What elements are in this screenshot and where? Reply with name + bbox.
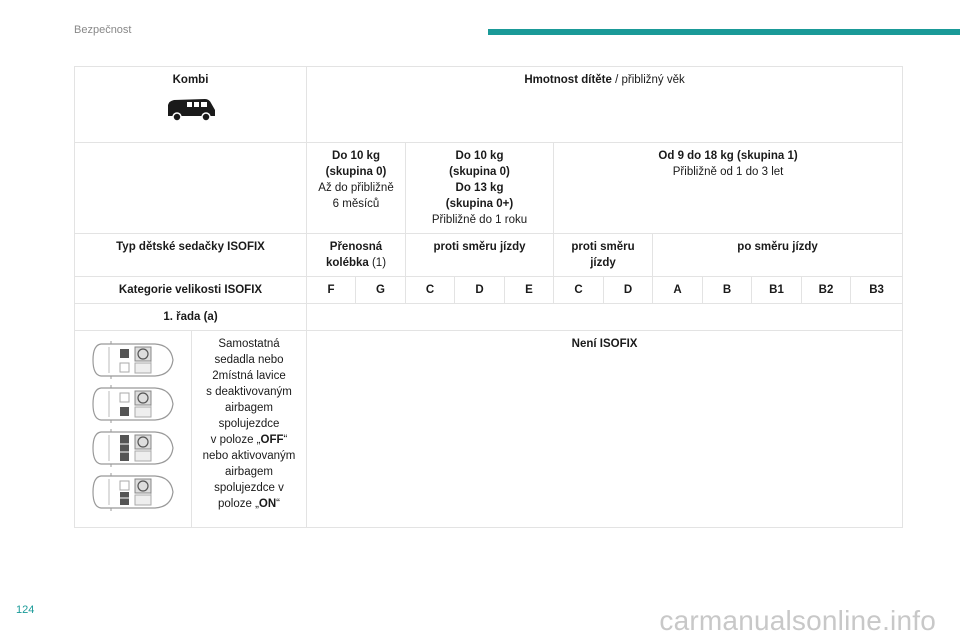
group-1-age: Přibližně od 1 do 3 let [672,166,784,178]
vehicle-label: Kombi [172,74,209,86]
page-number: 124 [16,604,35,616]
airbag-on-label: ON [258,498,277,510]
isofix-table [74,66,903,528]
size-cat-cell: G [356,277,406,304]
group-1-cell [554,143,903,234]
group-1-weight: Od 9 do 18 kg (skupina 1) [658,150,798,162]
header-row-groups [75,143,903,234]
row-label: 1. řada (a) [75,304,307,331]
group-0plus-weight: Do 10 kg (skupina 0) Do 13 kg (skupina 0+) [445,150,514,210]
size-cat-cell: B3 [851,277,903,304]
first-row-seat-row [75,331,903,528]
size-cat-cell: C [406,277,455,304]
watermark: carmanualsonline.info [659,605,936,636]
size-cat-cell: B1 [752,277,802,304]
vehicle-cell [75,67,307,143]
car-icons-column [75,331,192,527]
size-cat-cell: B [703,277,752,304]
size-cat-cell: B2 [802,277,851,304]
size-cat-cell: C [554,277,604,304]
not-isofix-cell: Není ISOFIX [307,331,903,528]
size-category-row [75,277,903,304]
car-top-view-icon [91,385,175,423]
group-0-cell [307,143,406,234]
size-cat-cell: A [653,277,703,304]
size-category-label: Kategorie velikosti ISOFIX [75,277,307,304]
group-0plus-cell [406,143,554,234]
car-top-view-icon [91,473,175,511]
rear-facing-2: proti směru jízdy [554,234,653,277]
carrycot-cell [307,234,406,277]
carrycot-label: Přenosná kolébka [325,241,383,269]
seat-description: Samostatná sedadla nebo 2místná lavice s deaktivovaným airbagem spolujezdce v poloze „OFF“ nebo aktivovaným airbagem spolujezdce v poloze „ON“ [202,338,296,510]
group-0-weight: Do 10 kg (skupina 0) [325,150,387,178]
weight-header-bold: Hmotnost dítěte [524,74,612,86]
seat-type-label: Typ dětské sedačky ISOFIX [75,234,307,277]
seat-type-row [75,234,903,277]
header-accent-bar [488,29,960,35]
size-cat-cell: F [307,277,356,304]
section-title: Bezpečnost [74,24,132,36]
car-top-view-icon [91,341,175,379]
size-cat-cell: D [604,277,653,304]
seat-cell [75,331,307,528]
carrycot-note: (1) [368,257,387,269]
size-cat-cell: E [505,277,554,304]
group-0plus-age: Přibližně do 1 roku [431,214,528,226]
car-top-view-icon [91,429,175,467]
group-0-age: Až do přibližně 6 měsíců [318,182,394,210]
forward-facing: po směru jízdy [653,234,903,277]
size-cat-cell: D [455,277,505,304]
weight-header-rest: / přibližný věk [611,74,685,86]
rear-facing-1: proti směru jízdy [406,234,554,277]
airbag-off-label: OFF [260,434,284,446]
van-icon [165,96,217,122]
weight-header-cell [307,67,903,143]
header-row-vehicle [75,67,903,143]
row-label-row [75,304,903,331]
